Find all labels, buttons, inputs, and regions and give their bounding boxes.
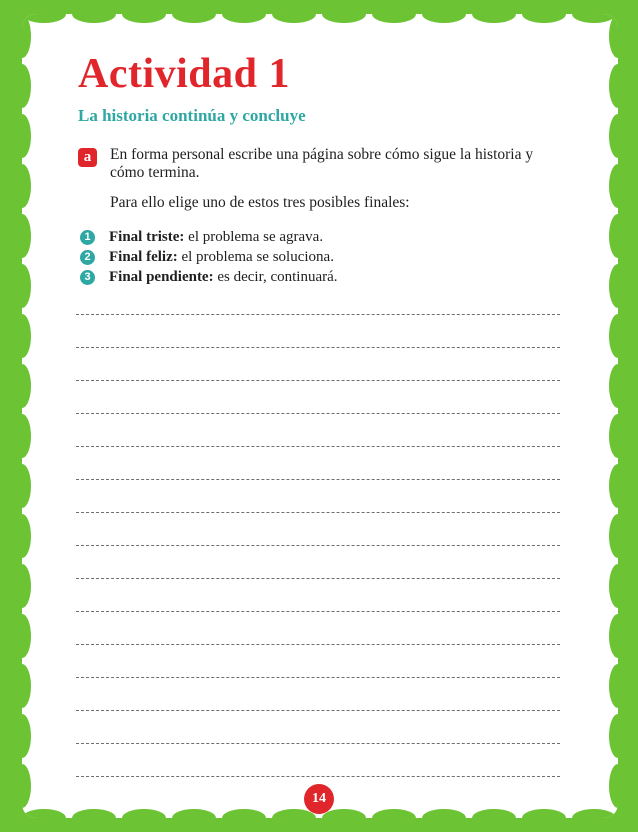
writing-line[interactable] — [76, 743, 560, 744]
right-scallop-border — [609, 14, 618, 818]
writing-line[interactable] — [76, 710, 560, 711]
writing-line[interactable] — [76, 776, 560, 777]
option-description: el problema se soluciona. — [177, 249, 334, 265]
option-description: es decir, continuará. — [213, 269, 338, 285]
section-badge: a — [78, 148, 97, 167]
option-label: Final triste: — [109, 229, 185, 245]
writing-line[interactable] — [76, 545, 560, 546]
writing-line[interactable] — [76, 644, 560, 645]
writing-line[interactable] — [76, 512, 560, 513]
option-item — [80, 248, 338, 267]
option-description: el problema se agrava. — [184, 229, 324, 245]
writing-line[interactable] — [76, 314, 560, 315]
option-item — [80, 268, 338, 287]
option-number-badge: 1 — [80, 230, 95, 245]
writing-line[interactable] — [76, 611, 560, 612]
writing-line[interactable] — [76, 380, 560, 381]
instruction-text: En forma personal escribe una página sobre cómo sigue la historia y cómo termina. — [110, 146, 534, 181]
writing-line[interactable] — [76, 347, 560, 348]
writing-line[interactable] — [76, 446, 560, 447]
option-label: Final feliz: — [109, 249, 178, 265]
option-number-badge: 3 — [80, 270, 95, 285]
instruction-choose-text: Para ello elige uno de estos tres posibles finales: — [110, 194, 410, 211]
left-scallop-border — [22, 14, 31, 818]
ending-options-list — [80, 228, 338, 288]
writing-line[interactable] — [76, 479, 560, 480]
page-title: Actividad 1 — [78, 51, 291, 97]
page-subtitle: La historia continúa y concluye — [78, 106, 306, 125]
top-scallop-border — [22, 14, 618, 23]
writing-area[interactable] — [76, 314, 560, 809]
option-number-badge: 2 — [80, 250, 95, 265]
option-label: Final pendiente: — [109, 269, 214, 285]
writing-line[interactable] — [76, 578, 560, 579]
page-number-badge: 14 — [304, 784, 334, 814]
worksheet-page — [22, 14, 618, 818]
option-item — [80, 228, 338, 247]
writing-line[interactable] — [76, 677, 560, 678]
writing-line[interactable] — [76, 413, 560, 414]
